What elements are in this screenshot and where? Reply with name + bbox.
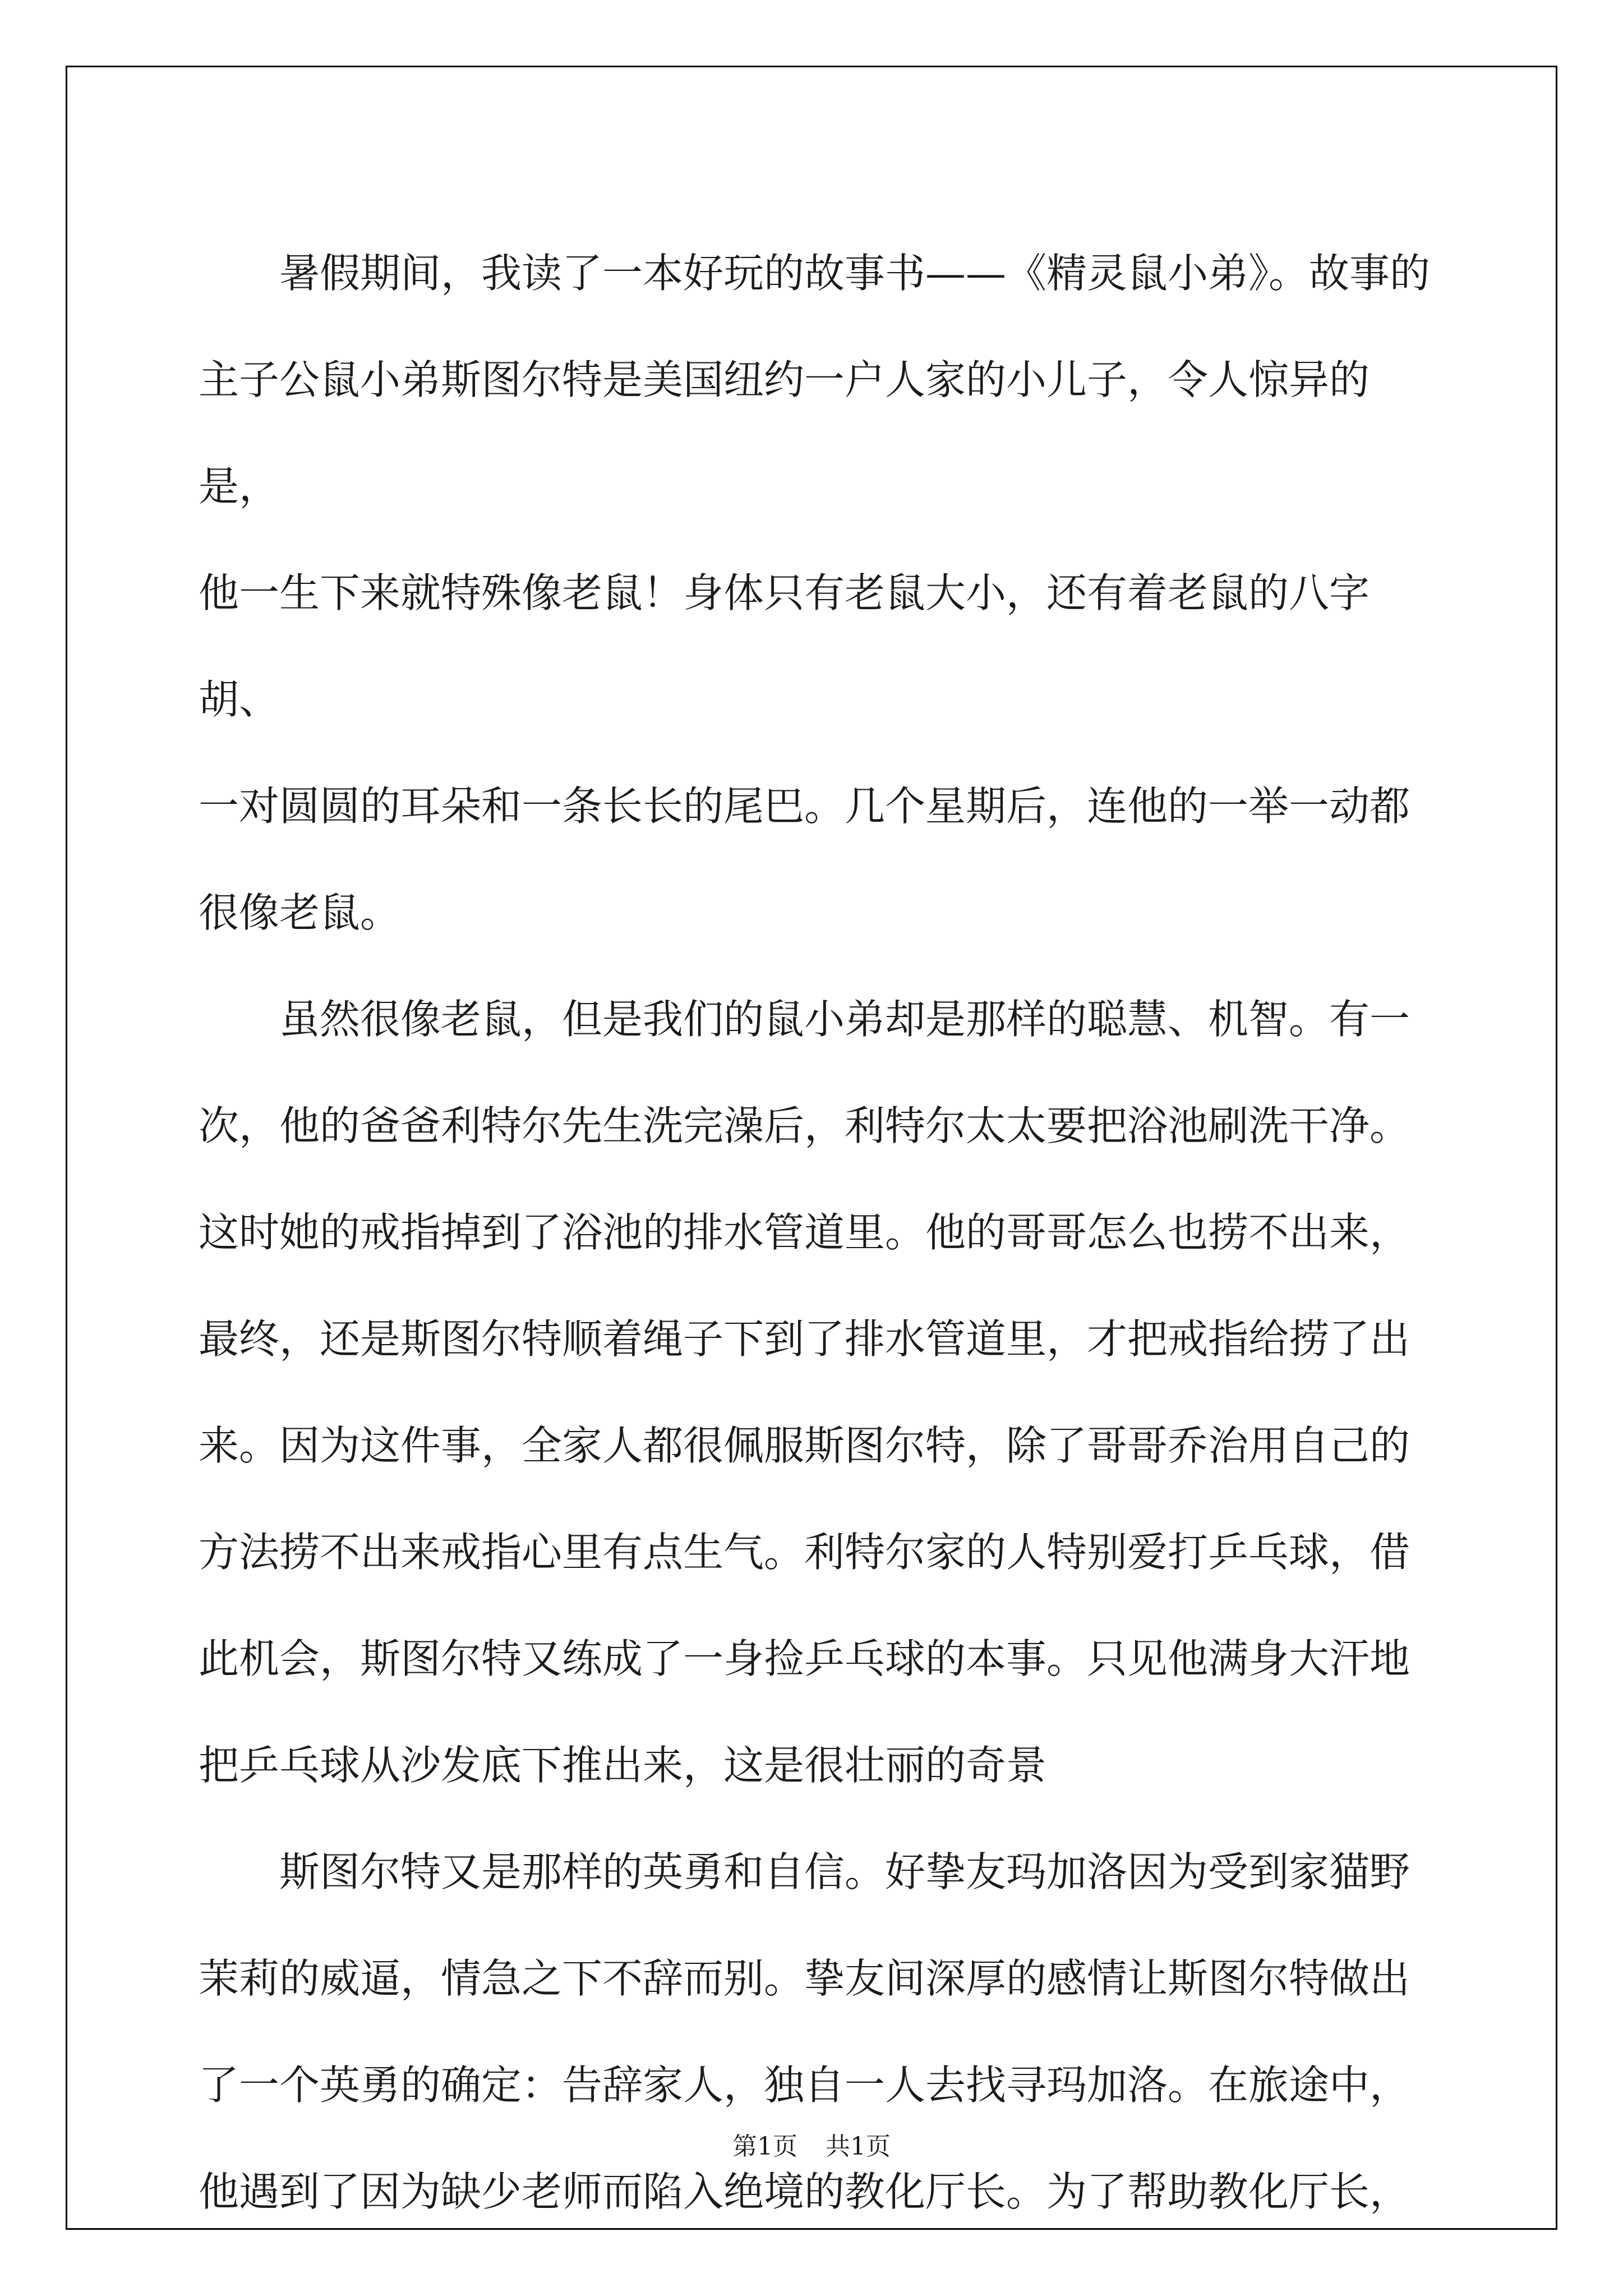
page-number-total: 共1页 [826, 2132, 891, 2161]
paragraph-2: 虽然很像老鼠，但是我们的鼠小弟却是那样的聪慧、机智。有一 次，他的爸爸利特尔先生洗完澡后，利特尔太太要把浴池刷洗干净。 这时她的戒指掉到了浴池的排水管道里。他的哥哥怎么也捞不出来， 最终，还是斯图尔特顺着绳子下到了排水管道里，才把戒指给捞了出 来。因为这件事，全家人都很佩服斯图尔特，除了哥哥乔治用自己的 方法捞不出来戒指心里有点生气。利特尔家的人特别爱打乒乓球，借 此机会，斯图尔特又练成了一身捡乒乓球的本事。只见他满身大汗地 把乒乓球从沙发底下推出来，这是很壮丽的奇景 [199, 996, 1410, 1789]
document-body [199, 220, 1432, 2245]
page-number-current: 第1页 [732, 2132, 797, 2161]
paragraph-3: 斯图尔特又是那样的英勇和自信。好挚友玛加洛因为受到家猫野 茉莉的威逼，情急之下不辞而别。挚友间深厚的感情让斯图尔特做出 了一个英勇的确定：告辞家人，独自一人去找寻玛加洛。在旅途中， 他遇到了因为缺少老师而陷入绝境的教化厅长。为了帮助教化厅长， [199, 1848, 1410, 2215]
paragraph-1: 暑假期间，我读了一本好玩的故事书——《精灵鼠小弟》。故事的 主子公鼠小弟斯图尔特是美国纽约一户人家的小儿子，令人惊异的是， 他一生下来就特殊像老鼠！身体只有老鼠大小，还有着老鼠的八字胡、 一对圆圆的耳朵和一条长长的尾巴。几个星期后，连他的一举一动都 很像老鼠。 [199, 250, 1431, 936]
page-footer [0, 2126, 1623, 2162]
